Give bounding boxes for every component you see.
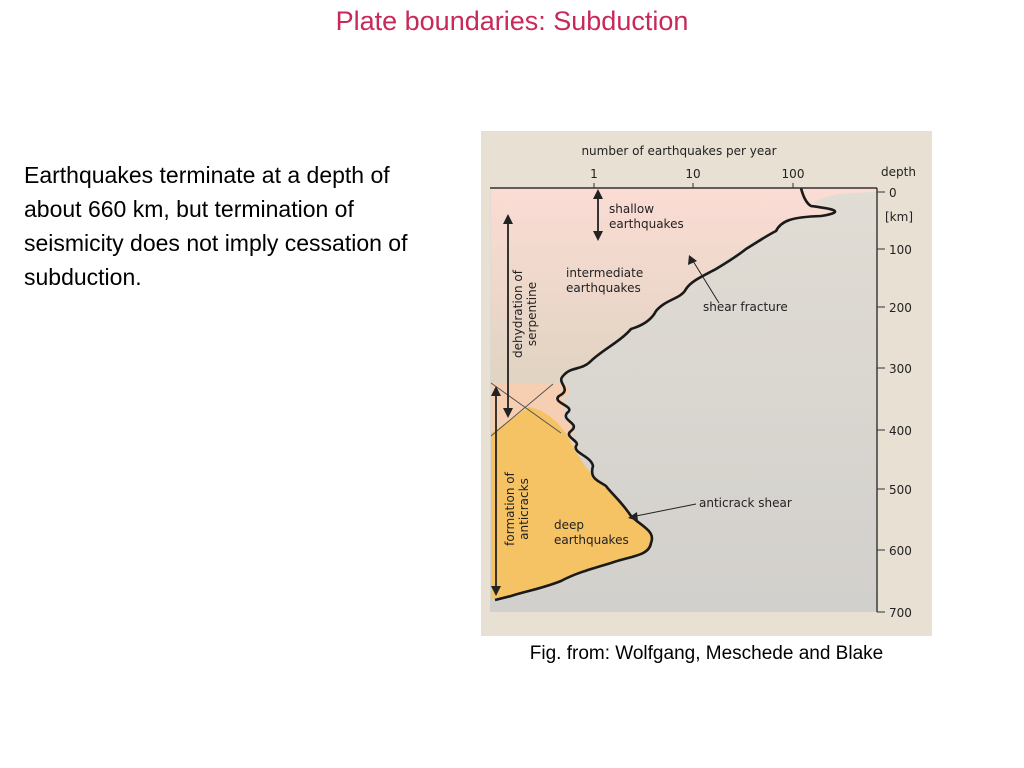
slide-title: Plate boundaries: Subduction — [335, 6, 689, 36]
depth-tick-label: 400 — [889, 424, 912, 438]
depth-unit-label: [km] — [885, 210, 914, 224]
depth-tick-label: 700 — [889, 606, 912, 620]
depth-axis-label: depth — [881, 165, 916, 179]
shallow-label-line2: earthquakes — [609, 217, 684, 231]
top-tick-label-100: 100 — [781, 167, 805, 181]
depth-tick-label: 600 — [889, 544, 912, 558]
depth-tick-label: 500 — [889, 483, 912, 497]
anticrack-shear-label: anticrack shear — [699, 496, 792, 510]
shallow-label-line1: shallow — [609, 202, 655, 216]
anticracks-label-line1: formation of — [503, 472, 517, 546]
figure-caption: Fig. from: Wolfgang, Meschede and Blake — [529, 643, 884, 664]
dehydration-label-line1: dehydration of — [511, 270, 525, 358]
depth-tick-label: 0 — [889, 186, 897, 200]
dehydration-label-line2: serpentine — [525, 281, 539, 347]
intermediate-label-line2: earthquakes — [566, 281, 641, 295]
top-tick-label-1: 1 — [590, 167, 598, 181]
shear-fracture-label: shear fracture — [703, 300, 788, 314]
intermediate-label-line1: intermediate — [566, 266, 644, 280]
top-axis-label: number of earthquakes per year — [581, 144, 777, 158]
body-text: Earthquakes terminate at a depth of about 660 km, but termination of seismicity does not imply cessation of subduction. — [24, 162, 408, 290]
deep-label-line1: deep — [554, 518, 584, 532]
top-tick-label-10: 10 — [685, 167, 701, 181]
anticracks-label-line2: anticracks — [517, 478, 531, 540]
depth-tick-label: 100 — [889, 243, 912, 257]
depth-tick-label: 300 — [889, 362, 912, 376]
depth-tick-label: 200 — [889, 301, 912, 315]
subduction-earthquake-figure — [481, 131, 932, 636]
deep-label-line2: earthquakes — [554, 533, 629, 547]
